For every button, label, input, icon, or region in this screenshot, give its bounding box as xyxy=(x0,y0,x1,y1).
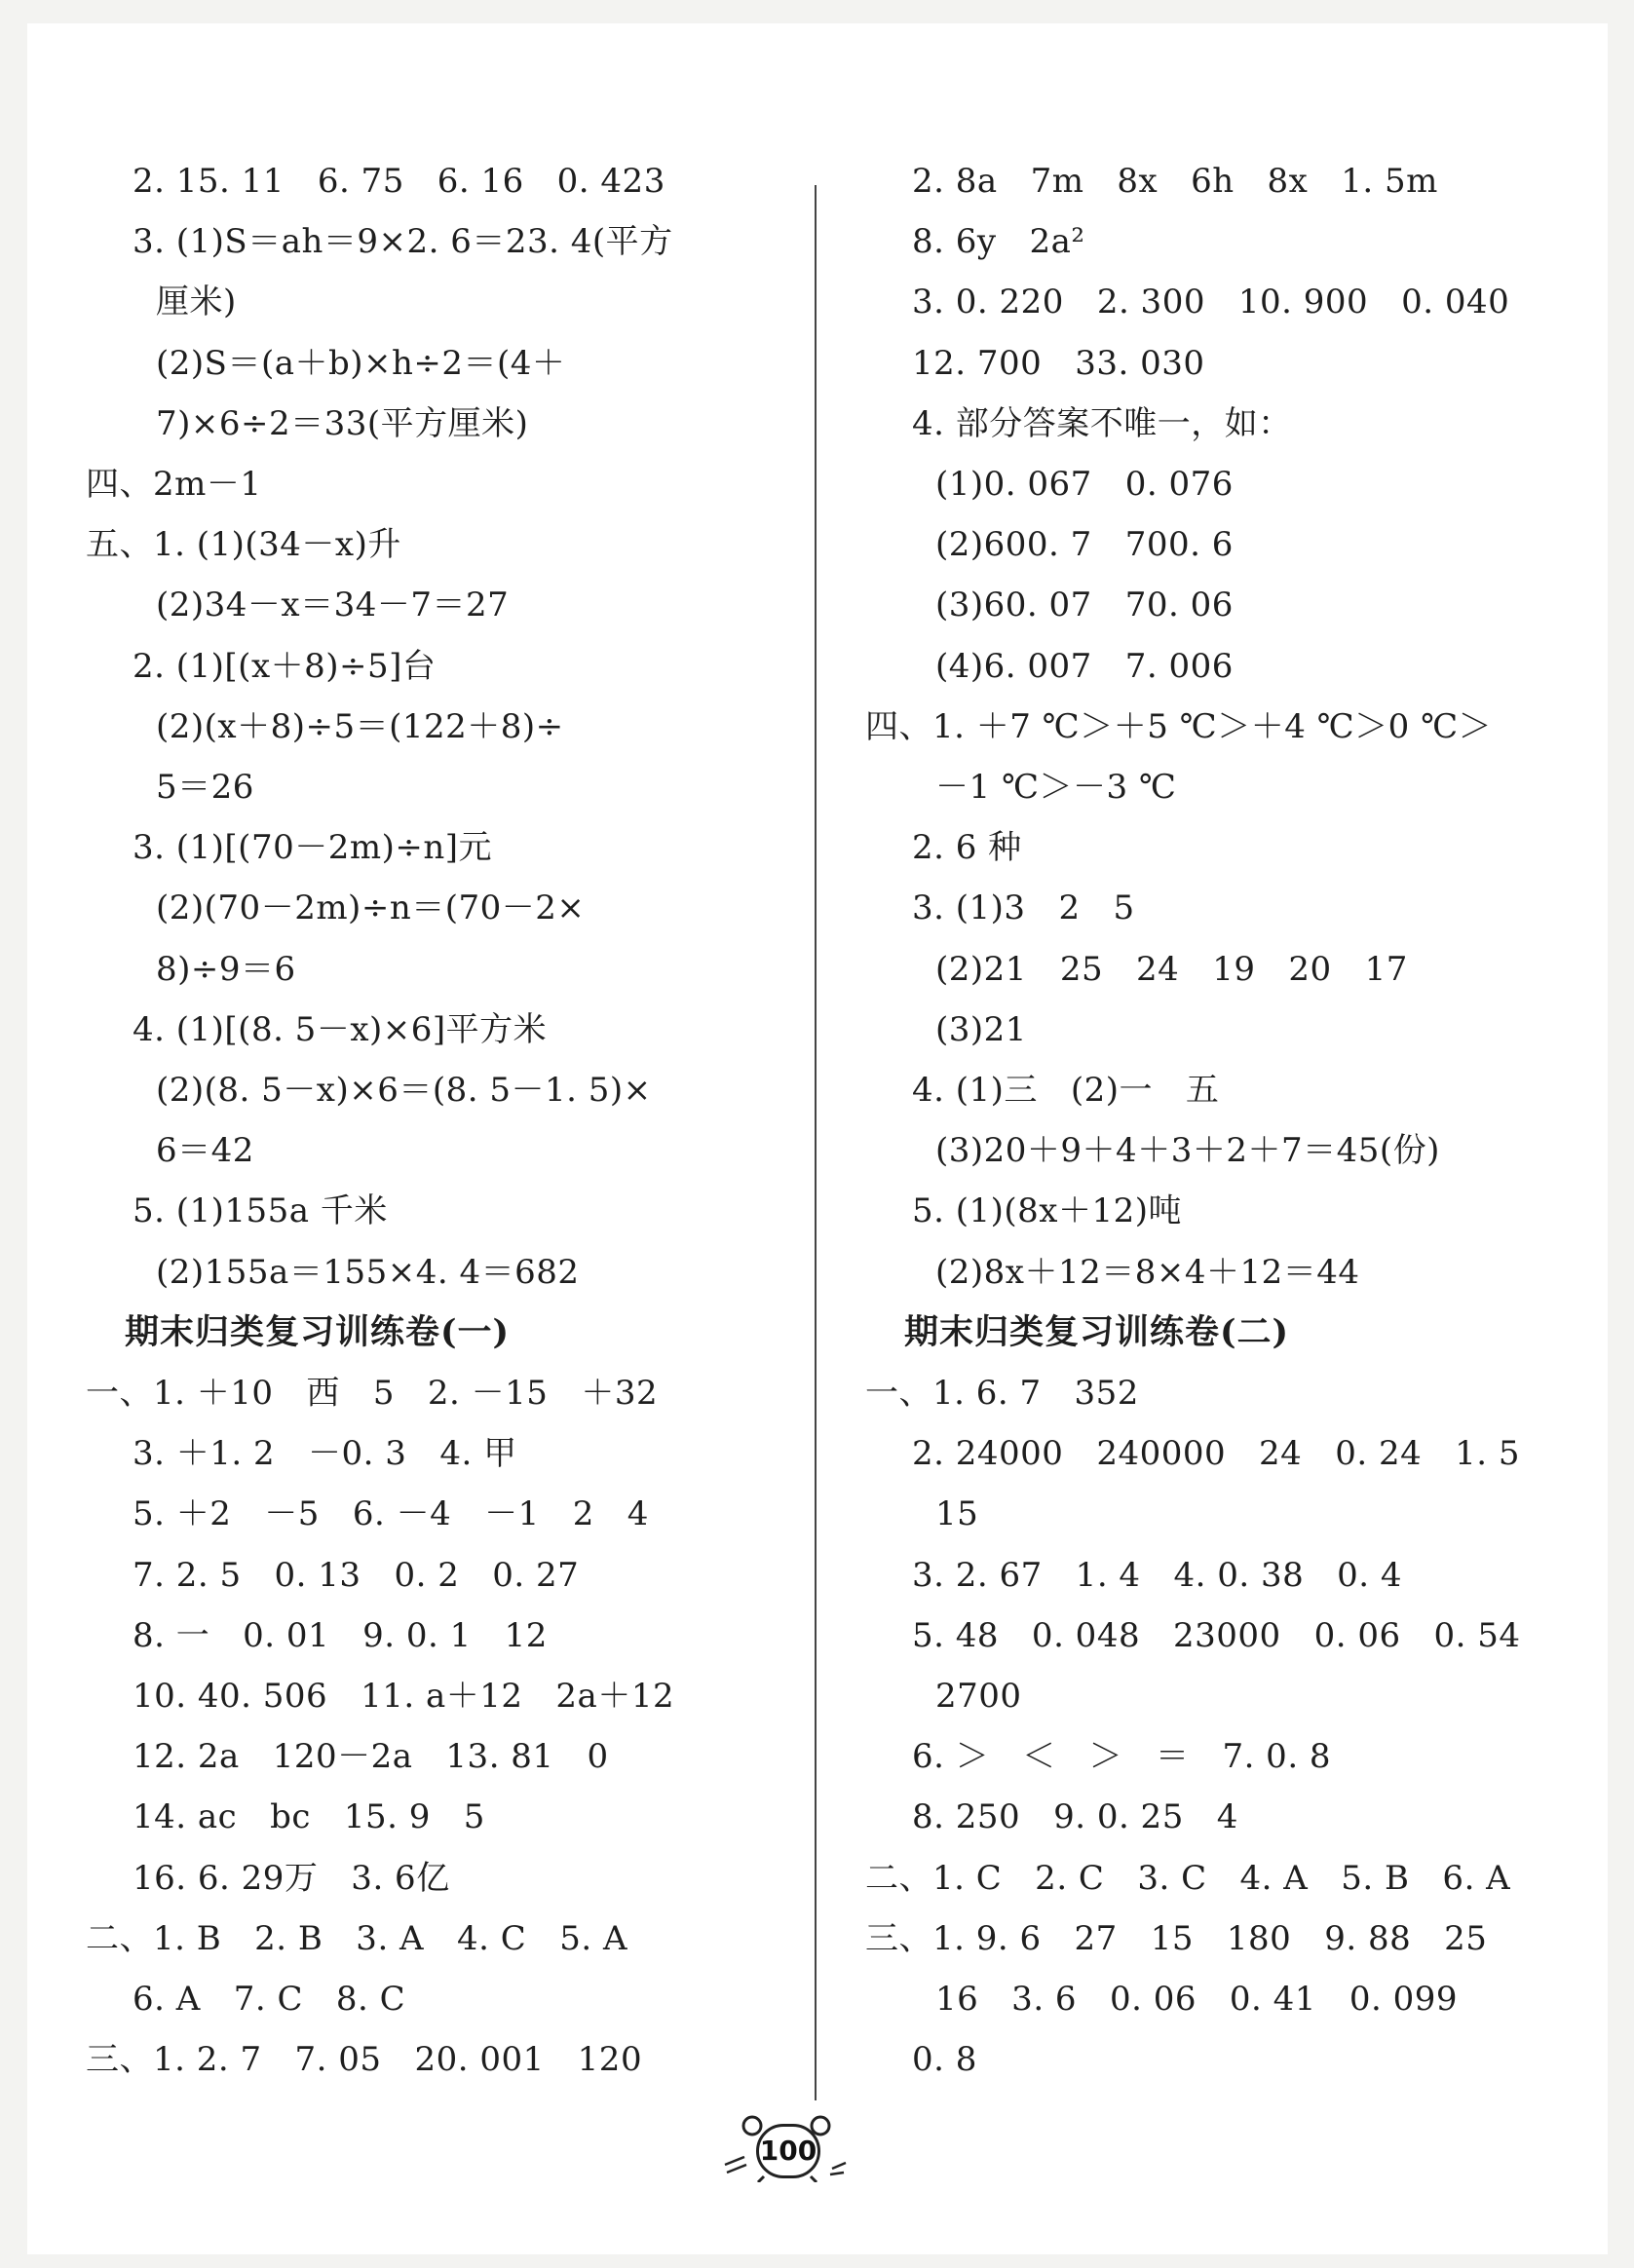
answer-line: 12. 2a 120－2a 13. 81 0 xyxy=(133,1737,609,1777)
answer-line: 5. ＋2 －5 6. －4 －1 2 4 xyxy=(133,1494,649,1534)
answer-line: 4. 部分答案不唯一，如： xyxy=(912,403,1292,443)
answer-line: 3. 2. 67 1. 4 4. 0. 38 0. 4 xyxy=(912,1555,1403,1595)
answer-line: 8. 一 0. 01 9. 0. 1 12 xyxy=(133,1615,548,1655)
answer-line: 2700 xyxy=(935,1677,1022,1716)
answer-line: 6. ＞ ＜ ＞ ＝ 7. 0. 8 xyxy=(912,1737,1332,1777)
answer-line: 8)÷9＝6 xyxy=(156,949,296,989)
answer-line: 8. 6y 2a² xyxy=(912,222,1085,262)
answer-line: 2. 15. 11 6. 75 6. 16 0. 423 xyxy=(133,162,665,201)
answer-line: 12. 700 33. 030 xyxy=(912,343,1205,383)
answer-line: 10. 40. 506 11. a＋12 2a＋12 xyxy=(133,1677,675,1716)
answer-line: (2)8x＋12＝8×4＋12＝44 xyxy=(935,1252,1360,1292)
section-title: 期末归类复习训练卷(一) xyxy=(125,1311,511,1352)
answer-line: 15 xyxy=(935,1494,979,1534)
answer-line: 2. 8a 7m 8x 6h 8x 1. 5m xyxy=(912,162,1438,201)
answer-line: 7)×6÷2＝33(平方厘米) xyxy=(156,403,529,443)
answer-line: 五、1. (1)(34－x)升 xyxy=(86,525,401,565)
answer-line: (2)34－x＝34－7＝27 xyxy=(156,586,510,625)
answer-line: (3)21 xyxy=(935,1009,1027,1049)
answer-line: 5＝26 xyxy=(156,768,254,807)
answer-line: 3. ＋1. 2 －0. 3 4. 甲 xyxy=(133,1434,517,1474)
answer-line: 2. 6 种 xyxy=(912,828,1022,868)
answer-line: 16 3. 6 0. 06 0. 41 0. 099 xyxy=(935,1980,1458,2019)
answer-line: 16. 6. 29万 3. 6亿 xyxy=(133,1858,450,1898)
answer-line: 6. A 7. C 8. C xyxy=(133,1980,406,2019)
answer-line: 厘米) xyxy=(156,283,237,322)
answer-line: (2)21 25 24 19 20 17 xyxy=(935,949,1408,989)
answer-page xyxy=(27,23,1608,2254)
answer-line: (2)(x＋8)÷5＝(122＋8)÷ xyxy=(156,706,564,746)
answer-line: (2)600. 7 700. 6 xyxy=(935,525,1234,565)
answer-line: 一、1. 6. 7 352 xyxy=(865,1374,1139,1413)
column-divider xyxy=(815,185,817,2100)
answer-line: 8. 250 9. 0. 25 4 xyxy=(912,1797,1238,1837)
answer-line: (1)0. 067 0. 076 xyxy=(935,465,1234,504)
page-number-badge xyxy=(715,2114,852,2182)
answer-line: (3)20＋9＋4＋3＋2＋7＝45(份) xyxy=(935,1131,1440,1171)
answer-line: 二、1. B 2. B 3. A 4. C 5. A xyxy=(86,1918,628,1958)
answer-line: 4. (1)[(8. 5－x)×6]平方米 xyxy=(133,1009,548,1049)
answer-line: (2)155a＝155×4. 4＝682 xyxy=(156,1252,580,1292)
answer-line: 5. (1)(8x＋12)吨 xyxy=(912,1191,1183,1231)
answer-line: 3. (1)S＝ah＝9×2. 6＝23. 4(平方 xyxy=(133,222,673,262)
answer-line: 7. 2. 5 0. 13 0. 2 0. 27 xyxy=(133,1555,580,1595)
answer-line: (2)S＝(a＋b)×h÷2＝(4＋ xyxy=(156,343,566,383)
answer-line: (3)60. 07 70. 06 xyxy=(935,586,1234,625)
answer-line: 2. (1)[(x＋8)÷5]台 xyxy=(133,646,437,686)
answer-line: 3. (1)[(70－2m)÷n]元 xyxy=(133,828,492,868)
answer-line: 3. (1)3 2 5 xyxy=(912,888,1135,928)
answer-line: 14. ac bc 15. 9 5 xyxy=(133,1797,485,1837)
answer-line: 二、1. C 2. C 3. C 4. A 5. B 6. A xyxy=(865,1858,1511,1898)
answer-line: 四、1. ＋7 ℃＞＋5 ℃＞＋4 ℃＞0 ℃＞ xyxy=(865,706,1493,746)
section-title: 期末归类复习训练卷(二) xyxy=(904,1311,1290,1352)
answer-line: －1 ℃＞－3 ℃ xyxy=(935,768,1177,807)
answer-line: 一、1. ＋10 西 5 2. －15 ＋32 xyxy=(86,1374,659,1413)
answer-line: 5. (1)155a 千米 xyxy=(133,1191,388,1231)
answer-line: 4. (1)三 (2)一 五 xyxy=(912,1071,1220,1110)
answer-line: (4)6. 007 7. 006 xyxy=(935,646,1234,686)
answer-line: 5. 48 0. 048 23000 0. 06 0. 54 xyxy=(912,1615,1521,1655)
page-number: 100 xyxy=(759,2135,817,2167)
answer-line: 三、1. 9. 6 27 15 180 9. 88 25 xyxy=(865,1918,1488,1958)
answer-line: (2)(8. 5－x)×6＝(8. 5－1. 5)× xyxy=(156,1071,652,1110)
answer-line: 四、2m－1 xyxy=(86,465,262,504)
answer-line: 0. 8 xyxy=(912,2040,977,2080)
answer-line: 6＝42 xyxy=(156,1131,254,1171)
answer-line: 3. 0. 220 2. 300 10. 900 0. 040 xyxy=(912,283,1510,322)
answer-line: 三、1. 2. 7 7. 05 20. 001 120 xyxy=(86,2040,643,2080)
answer-line: (2)(70－2m)÷n＝(70－2× xyxy=(156,888,586,928)
answer-line: 2. 24000 240000 24 0. 24 1. 5 xyxy=(912,1434,1521,1474)
